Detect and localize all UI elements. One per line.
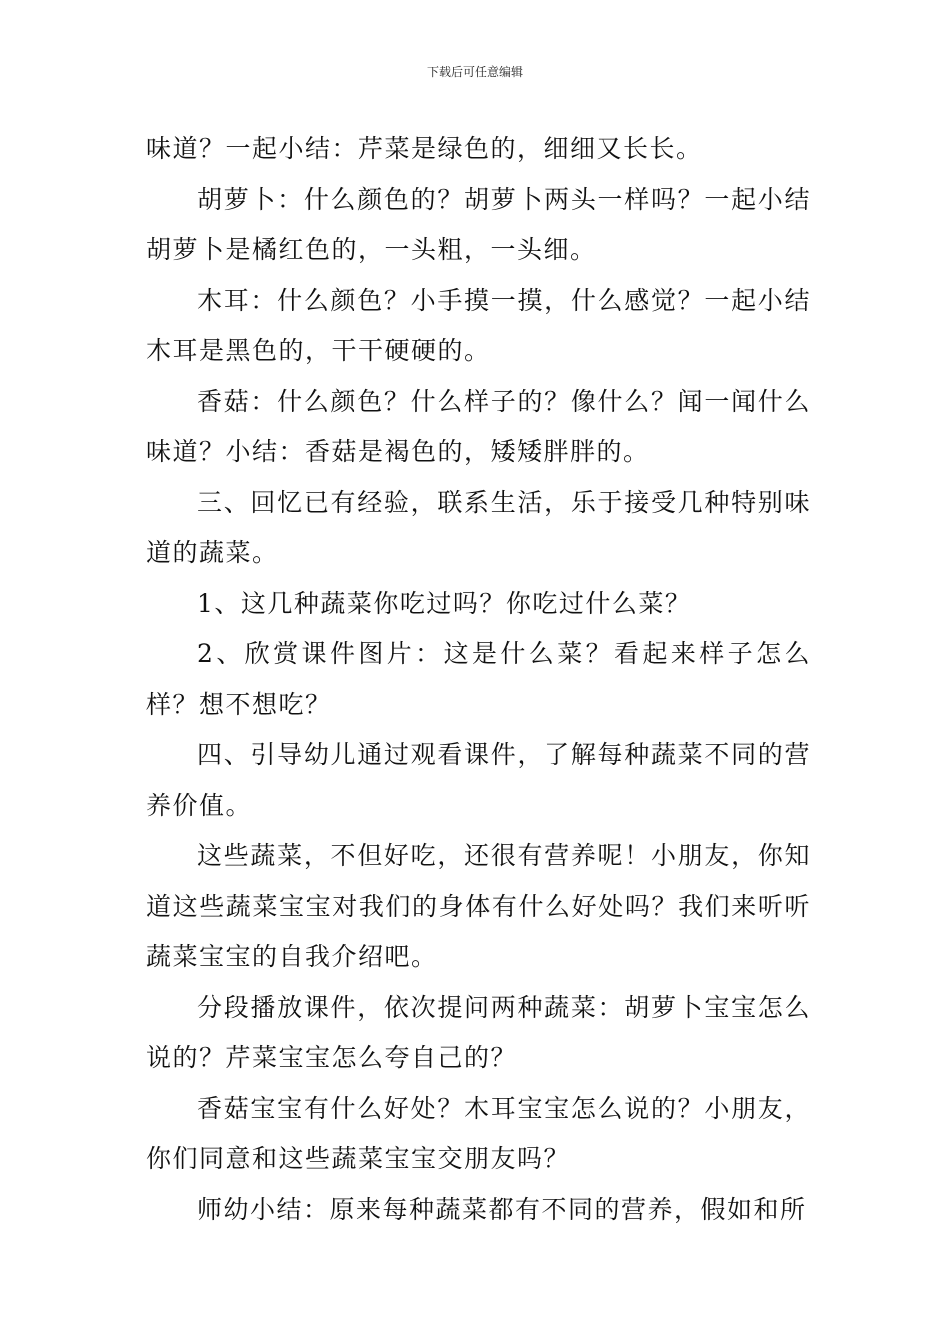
header-note: 下载后可任意编辑 [426, 65, 523, 79]
paragraph: 分段播放课件，依次提问两种蔬菜：胡萝卜宝宝怎么说的？芹菜宝宝怎么夸自己的？ [146, 992, 811, 1072]
paragraph: 师幼小结：原来每种蔬菜都有不同的营养，假如和所 [197, 1194, 807, 1224]
paragraph: 这些蔬菜，不但好吃，还很有营养呢！小朋友，你知道这些蔬菜宝宝对我们的身体有什么好处吗？我们来听听蔬菜宝宝的自我介绍吧。 [146, 841, 811, 971]
paragraph: 香菇宝宝有什么好处？木耳宝宝怎么说的？小朋友，你们同意和这些蔬菜宝宝交朋友吗？ [146, 1093, 811, 1173]
paragraph: 木耳：什么颜色？小手摸一摸，什么感觉？一起小结木耳是黑色的，干干硬硬的。 [146, 285, 811, 365]
paragraph: 三、回忆已有经验，联系生活，乐于接受几种特别味道的蔬菜。 [146, 487, 811, 567]
paragraph: 四、引导幼儿通过观看课件，了解每种蔬菜不同的营养价值。 [146, 740, 811, 820]
paragraph: 1、这几种蔬菜你吃过吗？你吃过什么菜？ [197, 588, 692, 618]
paragraph: 味道？一起小结：芹菜是绿色的，细细又长长。 [146, 134, 703, 163]
paragraph: 胡萝卜：什么颜色的？胡萝卜两头一样吗？一起小结胡萝卜是橘红色的，一头粗，一头细。 [146, 184, 811, 264]
paragraph: 香菇：什么颜色？什么样子的？像什么？闻一闻什么味道？小结：香菇是褐色的，矮矮胖胖的。 [146, 386, 811, 466]
paragraph: 2、欣赏课件图片：这是什么菜？看起来样子怎么样？想不想吃？ [146, 639, 811, 719]
body-text [146, 124, 811, 1235]
